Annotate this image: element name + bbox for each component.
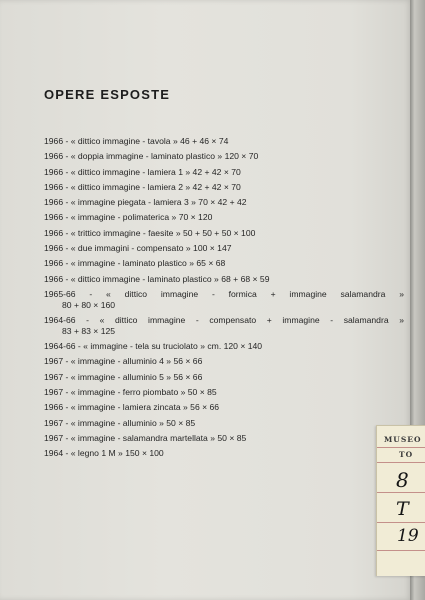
work-entry: 1964-66 - « immagine - tela su truciolato » cm. 120 × 140 [44, 341, 263, 352]
list-item [44, 341, 404, 352]
list-item [44, 372, 404, 383]
list-item [44, 243, 404, 254]
work-entry: 1967 - « immagine - alluminio » 50 × 85 [44, 417, 196, 428]
list-item [44, 289, 404, 311]
list-item [44, 151, 404, 162]
work-entry: 1966 - « immagine piegata - lamiera 3 » 70 × 42 + 42 [44, 197, 247, 208]
list-item [44, 197, 404, 208]
work-entry: 1964 - « legno 1 M » 150 × 100 [44, 448, 164, 459]
page-heading: OPERE ESPOSTE [44, 87, 171, 102]
list-item [44, 274, 404, 285]
label-divider [377, 522, 425, 523]
handwritten-number: 8 [396, 468, 409, 492]
handwritten-letter: T [396, 498, 409, 520]
work-entry: 1966 - « immagine - polimaterica » 70 × 120 [44, 212, 213, 223]
list-item [44, 167, 404, 178]
list-item [44, 182, 404, 193]
label-divider [377, 550, 425, 551]
work-entry-dimensions: 83 + 83 × 125 [62, 325, 116, 336]
label-divider [377, 447, 425, 448]
museum-city-text: TO [399, 450, 414, 459]
work-entry: 1967 - « immagine - alluminio 4 » 56 × 66 [44, 356, 203, 367]
list-item [44, 433, 404, 444]
works-list [44, 136, 404, 464]
museum-inventory-label [376, 425, 425, 576]
museum-label-text: MUSEO [384, 435, 422, 444]
list-item [44, 315, 404, 337]
work-entry: 1965-66 - « dittico immagine - formica + immagine salamandra » [44, 288, 404, 299]
work-entry: 1966 - « doppia immagine - laminato plastico » 120 × 70 [44, 151, 259, 162]
label-divider [377, 462, 425, 463]
handwritten-number: 19 [397, 526, 419, 546]
list-item [44, 418, 404, 429]
work-entry: 1964-66 - « dittico immagine - compensato + immagine - salamandra » [44, 315, 404, 326]
list-item [44, 136, 404, 147]
work-entry-dimensions: 80 + 80 × 160 [62, 299, 116, 310]
work-entry: 1966 - « immagine - lamiera zincata » 56 × 66 [44, 402, 220, 413]
list-item [44, 212, 404, 223]
work-entry: 1966 - « dittico immagine - laminato plastico » 68 + 68 × 59 [44, 273, 270, 284]
list-item [44, 228, 404, 239]
list-item [44, 356, 404, 367]
work-entry: 1966 - « dittico immagine - lamiera 1 » 42 + 42 × 70 [44, 166, 241, 177]
list-item [44, 448, 404, 459]
work-entry: 1967 - « immagine - ferro piombato » 50 × 85 [44, 387, 217, 398]
work-entry: 1966 - « dittico immagine - lamiera 2 » 42 + 42 × 70 [44, 181, 241, 192]
list-item [44, 387, 404, 398]
work-entry: 1966 - « trittico immagine - faesite » 50 + 50 + 50 × 100 [44, 227, 256, 238]
label-divider [377, 492, 425, 493]
work-entry: 1966 - « due immagini - compensato » 100 × 147 [44, 243, 232, 254]
list-item [44, 258, 404, 269]
work-entry: 1967 - « immagine - alluminio 5 » 56 × 66 [44, 371, 203, 382]
work-entry: 1967 - « immagine - salamandra martellata » 50 × 85 [44, 432, 247, 443]
list-item [44, 402, 404, 413]
work-entry: 1966 - « dittico immagine - tavola » 46 + 46 × 74 [44, 136, 229, 146]
work-entry: 1966 - « immagine - laminato plastico » 65 × 68 [44, 258, 226, 269]
